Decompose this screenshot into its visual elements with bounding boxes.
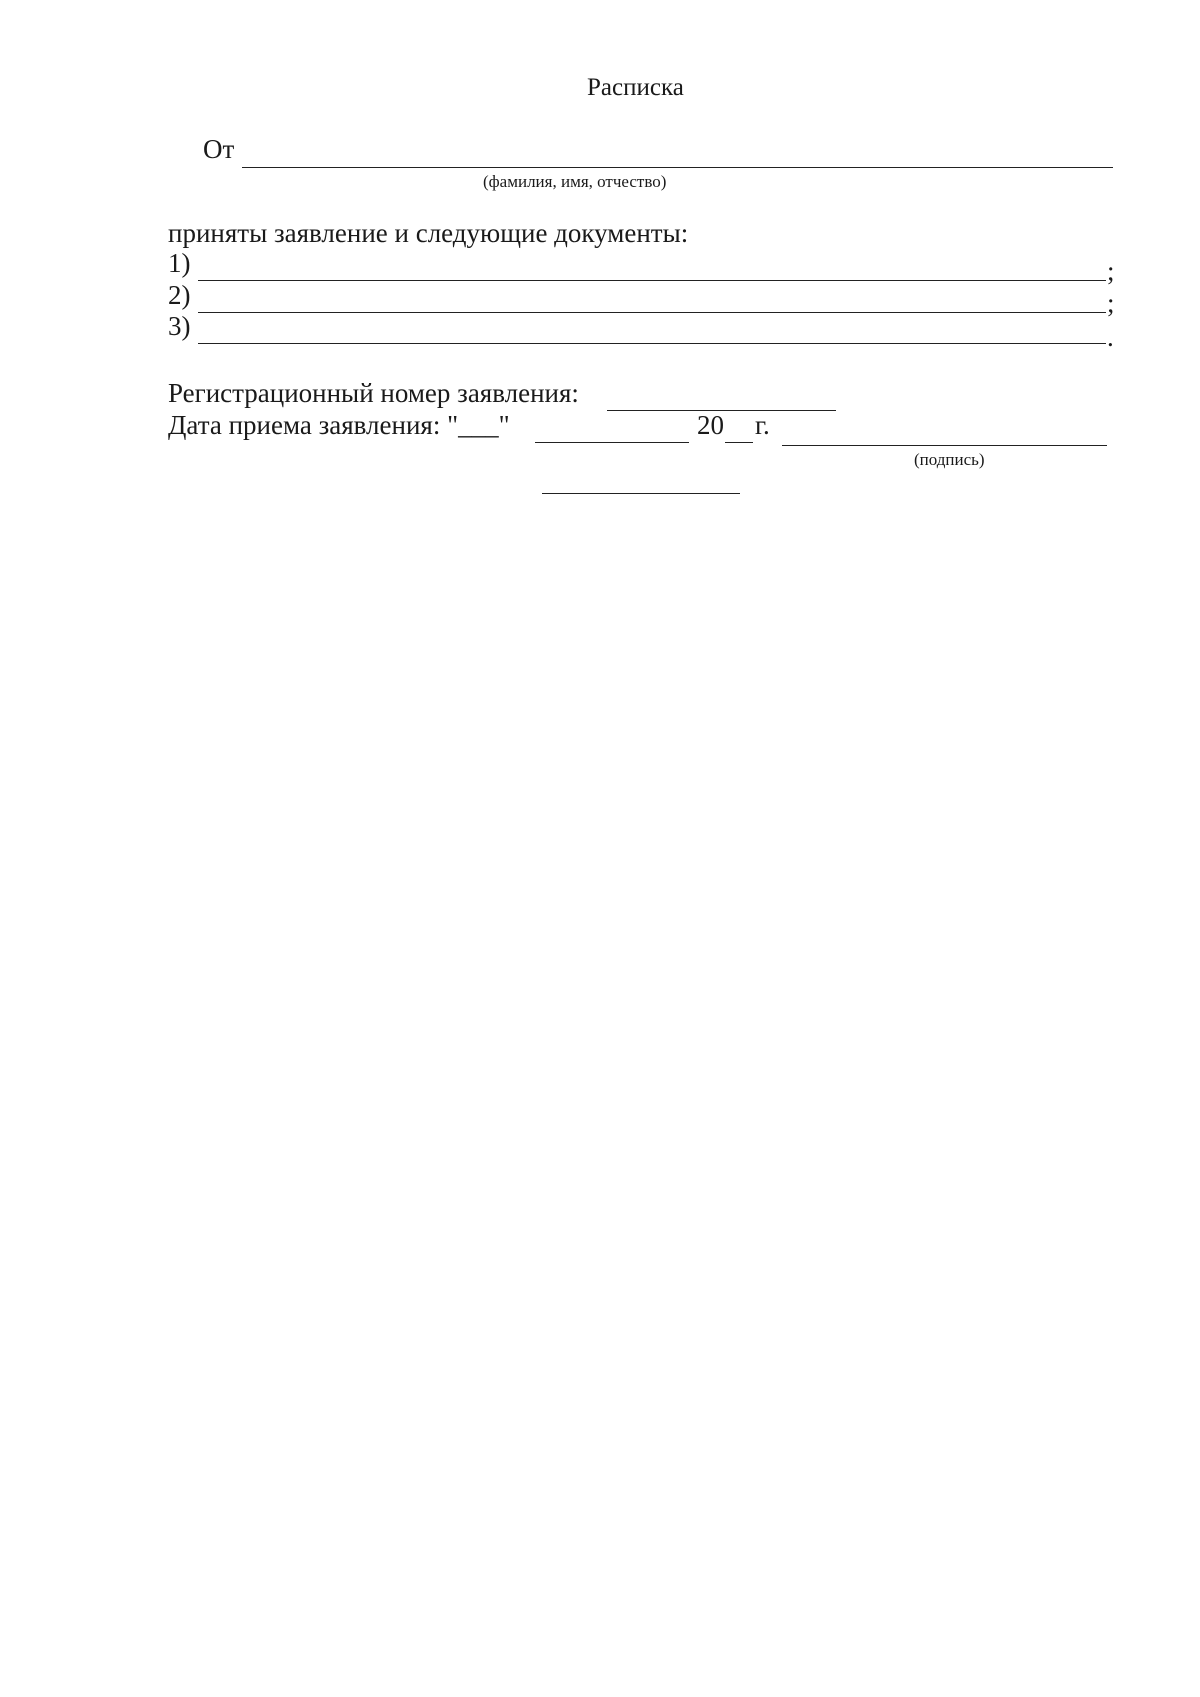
page-title: Расписка (587, 74, 684, 101)
date-year-line (725, 442, 753, 443)
date-label: Дата приема заявления: "___" (168, 410, 510, 440)
item-line-1 (198, 280, 1106, 281)
signature-line (782, 445, 1107, 446)
item-end-2: ; (1107, 288, 1115, 318)
intro-text: приняты заявление и следующие документы: (168, 218, 689, 248)
item-line-3 (198, 343, 1106, 344)
date-year-suffix: г. (755, 410, 770, 440)
date-year-prefix: 20 (697, 410, 724, 440)
from-name-line (242, 167, 1113, 168)
item-number-1: 1) (168, 248, 191, 278)
item-line-2 (198, 312, 1106, 313)
item-number-2: 2) (168, 280, 191, 310)
registration-number-label: Регистрационный номер заявления: (168, 378, 579, 408)
item-end-1: ; (1107, 256, 1115, 286)
signature-caption: (подпись) (914, 450, 985, 469)
from-label: От (203, 134, 235, 164)
bottom-short-line (542, 493, 740, 494)
from-caption: (фамилия, имя, отчество) (483, 172, 667, 191)
item-end-3: . (1107, 322, 1114, 352)
item-number-3: 3) (168, 311, 191, 341)
date-month-line (535, 442, 689, 443)
